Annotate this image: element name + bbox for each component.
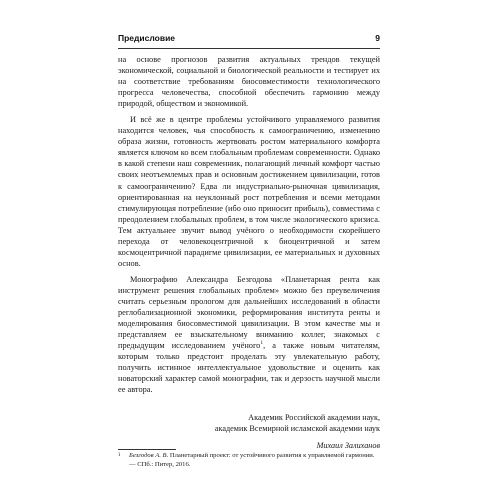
signature-title-2: академик Всемирной исламской академии наук [214, 424, 380, 433]
body-text [118, 54, 380, 395]
paragraph-3 [118, 274, 380, 396]
paragraph-2: И всё же в центре проблемы устойчивого управляемого развития находится человек, чья способность к самоограничению, изменению образа жизни, готовность жертвовать ростом материального комфорта является ключом ко всем глобальным проблемам современности. Однако в какой степени наш современник, полагающий личный комфорт частью своих неотъемлемых прав и основным достижением цивилизации, готов к самоограничению? Едва ли индустриально-рыночная цивилизация, ориентированная на неуклонный рост потребления и всеми методами стимулирующая потребление (ибо оно приносит прибыль), совместима с преодолением глобальных проблем, в том числе экологического кризиса. Тем актуальнее звучит вывод учёного о необходимости скорейшего перехода от человекоцентричной к биоцентричной и затем космоцентричной парадигме цивилизации, ее материальных и духовных основ. [118, 115, 380, 268]
signature-author: Михаил Залиханов [316, 441, 380, 450]
footnote-citation: Планетарный проект: от устойчивого развития к управляемой гармонии. — СПб.: Питер, 2016. [129, 452, 375, 468]
running-header [118, 33, 380, 47]
header-divider [118, 48, 380, 49]
footnote-reference[interactable]: 1 [260, 340, 264, 347]
paragraph-3-text-b: , а также новым читателям, которым только предстоит проделать эту увлекательную работу, получить истинное интеллектуальное удовольствие и оценить как новаторский характер самой монографии, так и дерзость научной мысли ее автора. [118, 341, 380, 395]
signature-block [118, 412, 380, 451]
footnote-mark: 1 [118, 453, 121, 458]
footnote-author: Безгодов А. В. [129, 452, 169, 459]
footnote [118, 452, 380, 469]
footnote-divider [118, 449, 176, 450]
chapter-title: Предисловие [118, 33, 176, 43]
paragraph-3-text-a: Монографию Александра Безгодова «Планетарная рента как инструмент решения глобальных проблем» можно без преувеличения считать серьезным прологом для дальнейших исследований в области реглобализационной экономики, реформирования института ренты и моделирования биосовместимой цивилизации. В этом качестве мы и представляем ее взыскательному вниманию коллег, знакомых с предыдущим исследованием учёного [118, 274, 380, 351]
page-number: 9 [375, 33, 380, 43]
paragraph-1: на основе прогнозов развития актуальных трендов текущей экономической, социальной и биологической реальности и тестирует их на соответствие требованиям биосовместимости технологического прогресса человечества, способной обеспечить гармонию между природой, обществом и экономикой. [118, 55, 380, 109]
footnote-text [118, 452, 380, 469]
signature-title-1: Академик Российской академии наук, [248, 413, 380, 422]
